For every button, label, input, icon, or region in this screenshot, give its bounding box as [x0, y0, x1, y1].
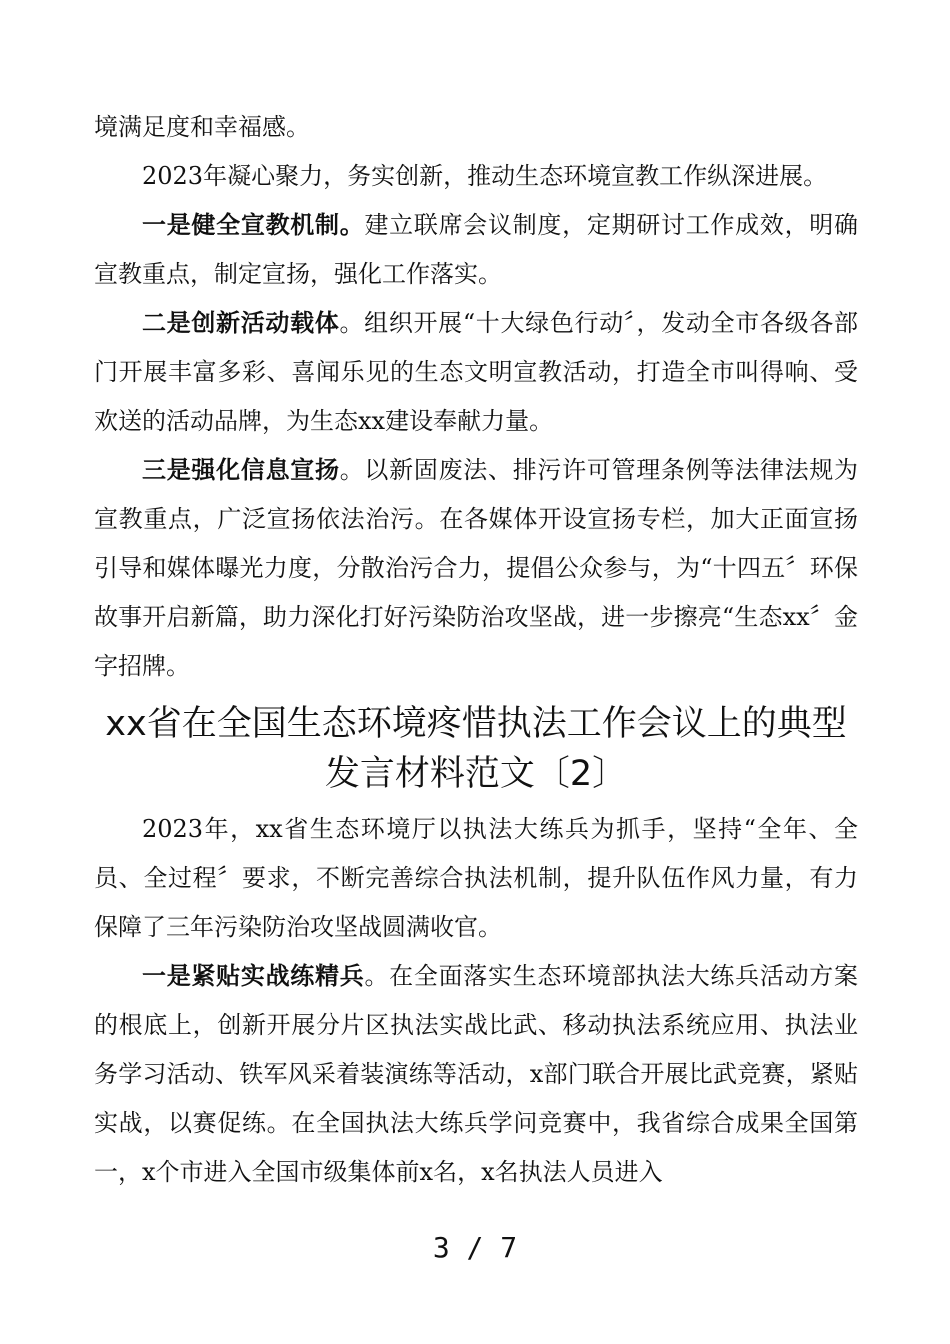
- section-heading: xx省在全国生态环境疼惜执法工作会议上的典型发言材料范文〔2〕: [105, 704, 847, 794]
- paragraph-point-1: [94, 201, 858, 299]
- paragraph-lead: 二是创新活动载体: [142, 309, 340, 337]
- paragraph-continuation: 境满足度和幸福感。: [94, 113, 310, 141]
- paragraph-body: 。以新固废法、排污许可管理条例等法律法规为宣教重点，广泛宣扬依法治污。在各媒体开设宣扬专栏，加大正面宣扬引导和媒体曝光力度，分散治污合力，提倡公众参与，为“十四五〞环保故事开启新篇，助力深化打好污染防治攻坚战，进一步擦亮“生态xx〞金字招牌。: [94, 456, 859, 680]
- paragraph-body: 建立联席会议制度，定期研讨工作成效，明确宣教重点，制定宣扬，强化工作落实。: [94, 211, 859, 288]
- paragraph-body: 。组织开展“十大绿色行动〞，发动全市各级各部门开展丰富多彩、喜闻乐见的生态文明宣教活动，打造全市叫得响、受欢送的活动品牌，为生态xx建设奉献力量。: [94, 309, 859, 435]
- page-content: [94, 103, 858, 1197]
- paragraph-lead: 一是健全宣教机制。: [142, 211, 365, 239]
- paragraph-lead: 三是强化信息宣扬: [142, 456, 340, 484]
- paragraph-point-2: [94, 299, 858, 446]
- paragraph-lead: 一是紧贴实战练精兵: [142, 962, 365, 990]
- paragraph-body: 。在全面落实生态环境部执法大练兵活动方案的根底上，创新开展分片区执法实战比武、移动执法系统应用、执法业务学习活动、铁军风采着装演练等活动，x部门联合开展比武竞赛，紧贴实战，以赛促练。在全国执法大练兵学问竞赛中，我省综合成果全国第一，x个市进入全国市级集体前x名，x名执法人员进入: [94, 962, 859, 1186]
- page-number: 3 / 7: [432, 1231, 518, 1264]
- paragraph-point-3: [94, 446, 858, 691]
- paragraph-intro-2023: 2023年凝心聚力，务实创新，推动生态环境宣教工作纵深进展。: [142, 162, 828, 190]
- paragraph-section-point-1: [94, 952, 858, 1197]
- paragraph-section-intro: 2023年，xx省生态环境厅以执法大练兵为抓手，坚持“全年、全员、全过程〞要求，不断完善综合执法机制，提升队伍作风力量，有力保障了三年污染防治攻坚战圆满收官。: [94, 815, 858, 941]
